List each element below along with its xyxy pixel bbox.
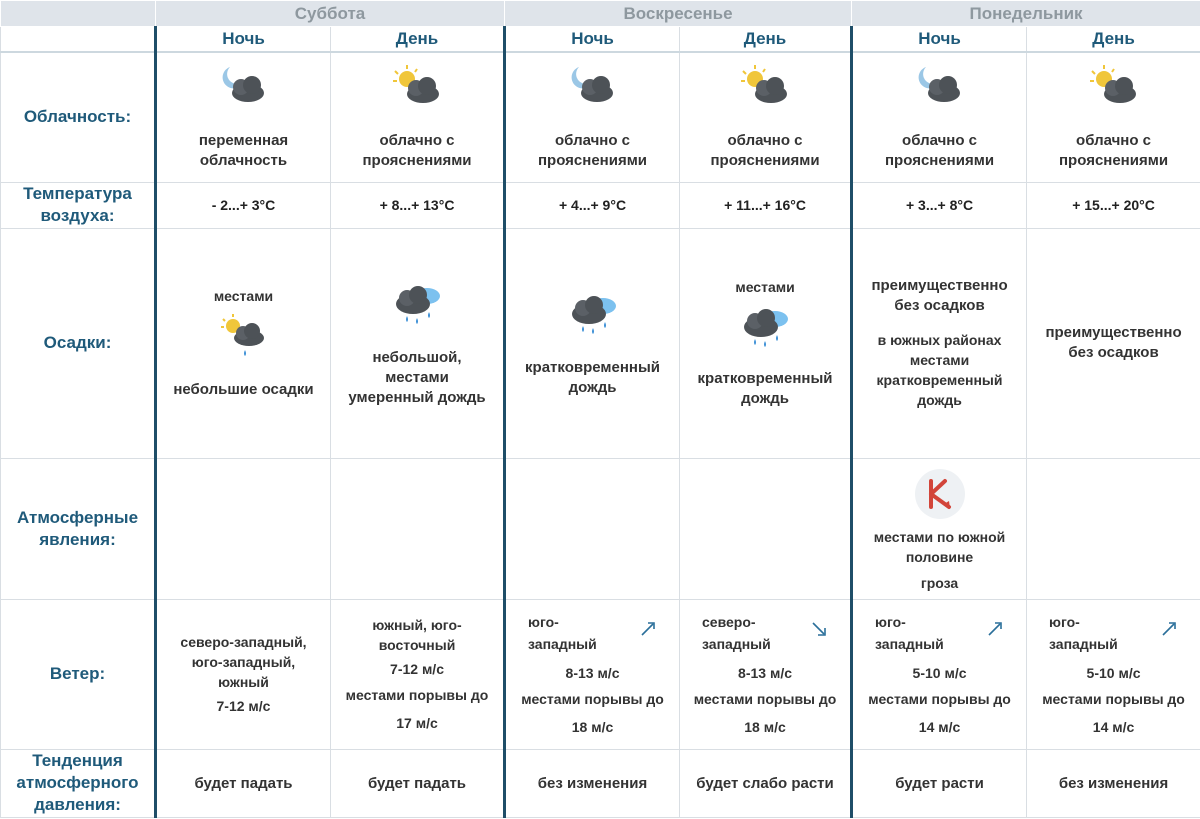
pressure-row [1,749,1200,817]
wind-direction-line1: северо- [702,614,756,630]
wind-speed: 5-10 м/с [1086,665,1141,681]
wind-cell [156,599,331,749]
cloud-cell [680,52,852,182]
row-label-phenomena-line2: явления: [39,529,116,549]
precip-row [1,228,1200,458]
cloud-cell [852,52,1027,182]
precip-cell [680,228,852,458]
cloud-cell [505,52,680,182]
part-header-row [1,27,1200,53]
wind-gust-label: местами порывы до [345,687,489,703]
precip-note-line4: дождь [917,392,962,408]
wind-row [1,599,1200,749]
temperature-value: + 11...+ 16°C [680,182,852,228]
wind-direction-line1: юго- [875,614,906,630]
precip-cell [331,228,505,458]
precip-text-line2: дождь [568,379,617,396]
precip-text-line3: умеренный дождь [348,389,486,406]
precip-text-line1: кратковременный [697,370,833,387]
wind-speed: 8-13 м/с [738,665,792,681]
wind-speed: 7-12 м/с [390,661,444,677]
wind-gust-label: местами порывы до [521,691,664,707]
precip-text: небольшие осадки [173,381,314,398]
precip-text-line1: преимущественно [871,277,1008,294]
pressure-tendency: будет падать [331,749,505,817]
row-label-pressure [1,749,156,817]
wind-direction-line2: западный [875,636,944,652]
precip-top-note: местами [213,288,274,304]
cloud-text-line1: облачно с [902,132,978,150]
precip-cell [852,228,1027,458]
wind-gust-value: 18 м/с [571,719,614,735]
temperature-value: + 4...+ 9°C [505,182,680,228]
wind-direction-line3: южный [218,674,269,690]
precip-note-line2: местами [909,352,970,368]
wind-speed: 7-12 м/с [216,698,271,714]
precip-text-line2: дождь [741,390,789,407]
precip-note-line1: в южных районах [877,332,1002,348]
cloud-cell [156,52,331,182]
arrow-northeast-icon [639,620,657,638]
cloud-cell [1027,52,1200,182]
sun-cloud-icon [389,63,445,109]
wind-cell [852,599,1027,749]
wind-direction-line2: восточный [378,637,456,653]
wind-gust-value: 17 м/с [396,715,438,731]
part-header-mon-night: Ночь [852,27,1027,53]
phenomena-cell-empty [1027,458,1200,599]
wind-direction-line2: юго-западный, [191,654,296,670]
phenomena-cell-empty [156,458,331,599]
wind-direction-line2: западный [1049,636,1118,652]
precip-cell [1027,228,1200,458]
part-header-corner [1,27,156,53]
thunderstorm-icon [915,469,965,519]
pressure-tendency: без изменения [1027,749,1200,817]
cloud-row [1,52,1200,182]
sun-cloud-icon [1086,63,1142,109]
cloud-text-line2: прояснениями [537,152,648,170]
precip-text-line2: без осадков [1068,344,1159,361]
arrow-northeast-icon [986,620,1004,638]
temperature-value: + 15...+ 20°C [1027,182,1200,228]
part-header-sat-night: Ночь [156,27,331,53]
wind-direction-line1: северо-западный, [180,634,307,650]
header-corner [1,1,156,27]
pressure-tendency: будет слабо расти [680,749,852,817]
row-label-pressure-line1: Тенденция [32,751,123,770]
row-label-precip: Осадки: [1,228,156,458]
arrow-northeast-icon [1160,620,1178,638]
pressure-tendency: будет расти [852,749,1027,817]
sun-cloud-rain-icon [219,312,269,360]
part-header-sat-day: День [331,27,505,53]
cloud-text-line2: прояснениями [885,152,995,170]
cloud-text-line1: облачно с [555,132,631,150]
wind-speed: 8-13 м/с [565,665,620,681]
row-label-pressure-line3: давления: [34,795,121,814]
precip-text-line2: без осадков [894,297,985,314]
cloud-text-line2: прояснениями [710,152,820,170]
cloud-text-line1: облачно с [727,132,803,150]
wind-cell [331,599,505,749]
row-label-temperature [1,182,156,228]
temperature-value: + 8...+ 13°C [331,182,505,228]
moon-cloud-icon [565,63,621,109]
cloud-rain-icon [389,278,445,330]
row-label-cloud: Облачность: [1,52,156,182]
wind-direction-line1: южный, юго- [372,617,462,633]
wind-gust-label: местами порывы до [1042,691,1185,707]
row-label-temperature-line1: Температура [23,184,132,203]
wind-gust-value: 18 м/с [744,719,786,735]
precip-text-line1: небольшой, [372,349,462,366]
day-header-row [1,1,1200,27]
phenomena-cell-empty [505,458,680,599]
cloud-rain-icon [565,288,621,340]
pressure-tendency: будет падать [156,749,331,817]
wind-gust-value: 14 м/с [1092,719,1135,735]
phenomena-cell-empty [331,458,505,599]
part-header-sun-night: Ночь [505,27,680,53]
phenomena-text-line3: гроза [920,574,959,591]
phenomena-cell-empty [680,458,852,599]
day-header-saturday: Суббота [156,1,505,27]
arrow-southeast-icon [810,620,828,638]
precip-cell [505,228,680,458]
row-label-phenomena-line1: Атмосферные [16,507,139,527]
precip-cell [156,228,331,458]
precip-text-line2: местами [385,369,449,386]
row-label-pressure-line2: атмосферного [16,773,139,792]
moon-cloud-icon [912,63,968,109]
wind-direction-line2: западный [528,636,597,652]
phenomena-cell [852,458,1027,599]
cloud-text-line1: переменная [198,132,289,150]
cloud-text-line1: облачно с [1076,132,1152,150]
phenomena-text-line1: местами по южной [873,528,1006,545]
day-header-monday: Понедельник [852,1,1200,27]
part-header-mon-day: День [1027,27,1200,53]
cloud-cell [331,52,505,182]
wind-direction-line1: юго- [1049,614,1080,630]
wind-gust-label: местами порывы до [693,691,837,707]
wind-gust-value: 14 м/с [918,719,961,735]
row-label-temperature-line2: воздуха: [40,206,115,225]
precip-top-note: местами [735,279,795,295]
cloud-text-line2: прояснениями [362,152,472,170]
wind-direction-line2: западный [702,636,771,652]
cloud-text-line2: прояснениями [1059,152,1169,170]
moon-cloud-icon [216,63,272,109]
temperature-row [1,182,1200,228]
cloud-text-line1: облачно с [379,132,455,150]
phenomena-row [1,458,1200,599]
wind-cell [505,599,680,749]
wind-direction-line1: юго- [528,614,559,630]
wind-gust-label: местами порывы до [868,691,1011,707]
wind-cell [680,599,852,749]
cloud-rain-icon [737,301,793,353]
part-header-sun-day: День [680,27,852,53]
precip-text-line1: кратковременный [525,359,660,376]
sun-cloud-icon [737,63,793,109]
cloud-text-line2: облачность [199,152,288,170]
wind-cell [1027,599,1200,749]
temperature-value: - 2...+ 3°C [156,182,331,228]
day-header-sunday: Воскресенье [505,1,852,27]
precip-note-line3: кратковременный [876,372,1003,388]
row-label-wind: Ветер: [1,599,156,749]
phenomena-text-line2: половине [905,548,974,565]
row-label-phenomena [1,458,156,599]
wind-speed: 5-10 м/с [912,665,967,681]
precip-text-line1: преимущественно [1045,324,1182,341]
temperature-value: + 3...+ 8°C [852,182,1027,228]
pressure-tendency: без изменения [505,749,680,817]
